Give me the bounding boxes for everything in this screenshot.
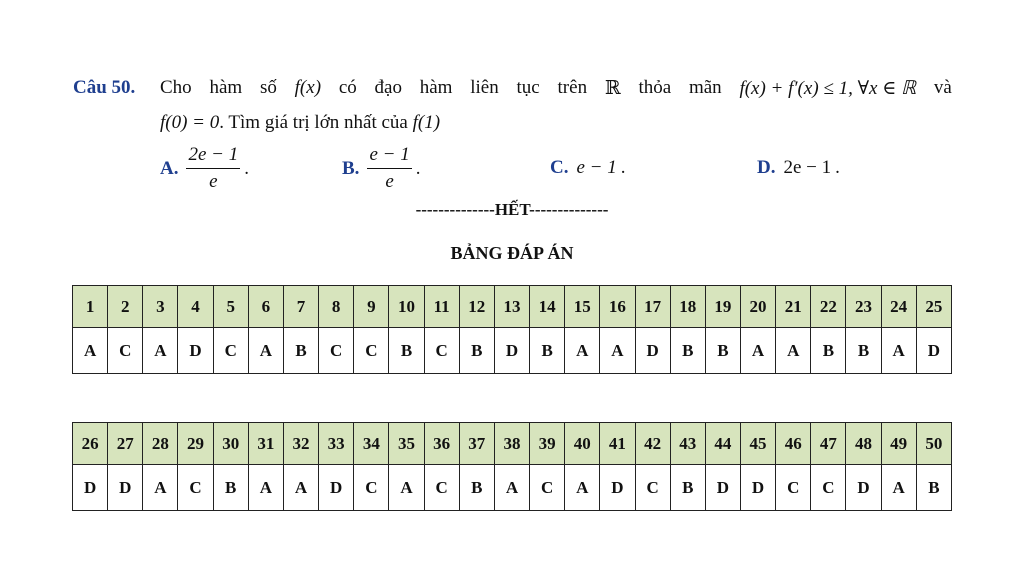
answer-row <box>73 328 952 374</box>
question-text: . Tìm giá trị lớn nhất của <box>219 112 413 133</box>
question-number-cell: 17 <box>635 286 670 328</box>
answer-cell: B <box>389 328 424 374</box>
answer-cell: B <box>916 465 951 511</box>
option-text: 2e − 1 <box>783 157 832 178</box>
question-number-cell: 33 <box>319 423 354 465</box>
question-number-cell: 13 <box>494 286 529 328</box>
answer-table-2 <box>72 422 952 511</box>
answer-table-title: BẢNG ĐÁP ÁN <box>450 243 574 263</box>
question-line-2 <box>160 112 440 134</box>
answer-cell: A <box>143 465 178 511</box>
question-number-cell: 47 <box>811 423 846 465</box>
answer-cell: D <box>705 465 740 511</box>
answer-cell: D <box>740 465 775 511</box>
option-d <box>757 157 840 179</box>
math-fx: f(x) <box>294 77 322 98</box>
answer-cell: A <box>248 328 283 374</box>
answer-cell: A <box>740 328 775 374</box>
question-number-cell: 7 <box>283 286 318 328</box>
answer-cell: C <box>319 328 354 374</box>
answer-cell: A <box>73 328 108 374</box>
question-label: Câu 50. <box>73 77 136 98</box>
word: hàm <box>419 77 453 98</box>
math-condition: f(x) + f′(x) ≤ 1, ∀x ∈ ℝ <box>739 78 917 99</box>
option-a <box>160 144 249 193</box>
answer-cell: D <box>319 465 354 511</box>
answer-cell: A <box>565 328 600 374</box>
answer-cell: C <box>424 328 459 374</box>
option-letter: A. <box>160 157 179 179</box>
question-number-cell: 11 <box>424 286 459 328</box>
option-letter: B. <box>342 157 360 179</box>
answer-cell: D <box>494 328 529 374</box>
word: và <box>933 77 952 98</box>
math-f1: f(1) <box>412 112 441 133</box>
word: có <box>338 77 357 98</box>
question-number-cell: 9 <box>354 286 389 328</box>
answer-cell: A <box>389 465 424 511</box>
option-b <box>342 144 420 193</box>
word: liên <box>470 77 499 98</box>
answer-cell: A <box>565 465 600 511</box>
answer-cell: C <box>213 328 248 374</box>
question-number-cell: 22 <box>811 286 846 328</box>
answer-cell: C <box>811 465 846 511</box>
question-number-cell: 12 <box>459 286 494 328</box>
answer-cell: C <box>178 465 213 511</box>
question-number-row <box>73 423 952 465</box>
answer-cell: B <box>459 328 494 374</box>
answer-cell: D <box>635 328 670 374</box>
question-number-row <box>73 286 952 328</box>
question-number-cell: 40 <box>565 423 600 465</box>
question-number-cell: 4 <box>178 286 213 328</box>
question-number-cell: 14 <box>530 286 565 328</box>
answer-cell: A <box>881 328 916 374</box>
question-number-cell: 15 <box>565 286 600 328</box>
question-number-cell: 34 <box>354 423 389 465</box>
answer-cell: B <box>530 328 565 374</box>
answer-cell: B <box>213 465 248 511</box>
question-number-cell: 10 <box>389 286 424 328</box>
option-suffix: . <box>835 157 840 178</box>
question-number-cell: 35 <box>389 423 424 465</box>
answer-cell: B <box>459 465 494 511</box>
question-number-cell: 44 <box>705 423 740 465</box>
answer-cell: B <box>811 328 846 374</box>
question-number-cell: 23 <box>846 286 881 328</box>
question-number-cell: 5 <box>213 286 248 328</box>
answer-cell: C <box>776 465 811 511</box>
question-number-cell: 24 <box>881 286 916 328</box>
answer-cell: B <box>670 465 705 511</box>
question-number-cell: 31 <box>248 423 283 465</box>
answer-cell: A <box>248 465 283 511</box>
answer-table-1 <box>72 285 952 374</box>
question-number-cell: 43 <box>670 423 705 465</box>
word: hàm <box>209 77 243 98</box>
question-number-cell: 20 <box>740 286 775 328</box>
answer-cell: D <box>600 465 635 511</box>
answer-cell: A <box>283 465 318 511</box>
option-letter: C. <box>550 157 569 178</box>
question-number-cell: 49 <box>881 423 916 465</box>
option-suffix: . <box>244 157 249 179</box>
fraction-numerator: e − 1 <box>367 144 411 169</box>
answer-cell: C <box>635 465 670 511</box>
answer-cell: B <box>283 328 318 374</box>
question-number-cell: 16 <box>600 286 635 328</box>
answer-cell: D <box>178 328 213 374</box>
option-letter: D. <box>757 157 776 178</box>
answer-cell: A <box>143 328 178 374</box>
question-number-cell: 19 <box>705 286 740 328</box>
answer-cell: A <box>600 328 635 374</box>
answer-cell: D <box>73 465 108 511</box>
option-fraction <box>186 144 240 193</box>
word: thỏa <box>638 77 672 98</box>
answer-cell: B <box>670 328 705 374</box>
math-real-set: ℝ <box>604 78 621 99</box>
question-number-cell: 42 <box>635 423 670 465</box>
word: mãn <box>688 77 722 98</box>
answer-cell: A <box>494 465 529 511</box>
question-number-cell: 6 <box>248 286 283 328</box>
question-number-cell: 36 <box>424 423 459 465</box>
question-number-cell: 48 <box>846 423 881 465</box>
question-number-cell: 18 <box>670 286 705 328</box>
question-number-cell: 2 <box>108 286 143 328</box>
answer-row <box>73 465 952 511</box>
fraction-denominator: e <box>385 171 394 192</box>
answer-cell: D <box>108 465 143 511</box>
question-number-cell: 29 <box>178 423 213 465</box>
fraction-denominator: e <box>209 171 218 192</box>
question-number-cell: 32 <box>283 423 318 465</box>
answer-cell: B <box>705 328 740 374</box>
question-number-cell: 30 <box>213 423 248 465</box>
word: tục <box>516 77 540 98</box>
question-number-cell: 37 <box>459 423 494 465</box>
question-number-cell: 8 <box>319 286 354 328</box>
question-number-cell: 45 <box>740 423 775 465</box>
answer-cell: A <box>881 465 916 511</box>
answer-cell: C <box>354 328 389 374</box>
answer-cell: D <box>916 328 951 374</box>
answer-cell: C <box>530 465 565 511</box>
answer-cell: C <box>424 465 459 511</box>
question-number-cell: 26 <box>73 423 108 465</box>
question-line-1 <box>160 77 952 100</box>
question-number-cell: 38 <box>494 423 529 465</box>
option-fraction <box>367 144 411 193</box>
word: đạo <box>374 77 402 98</box>
question-number-cell: 25 <box>916 286 951 328</box>
question-number-cell: 27 <box>108 423 143 465</box>
word: Cho <box>160 77 192 98</box>
question-number-cell: 50 <box>916 423 951 465</box>
question-number-cell: 41 <box>600 423 635 465</box>
question-number-cell: 21 <box>776 286 811 328</box>
answer-cell: C <box>108 328 143 374</box>
word: trên <box>557 77 588 98</box>
option-suffix: . <box>415 157 421 179</box>
answer-cell: D <box>846 465 881 511</box>
question-number-cell: 39 <box>530 423 565 465</box>
option-c <box>550 157 626 179</box>
question-number-cell: 3 <box>143 286 178 328</box>
answer-cell: B <box>846 328 881 374</box>
option-text: e − 1 <box>576 157 617 178</box>
question-number-cell: 1 <box>73 286 108 328</box>
math-f0: f(0) = 0 <box>160 112 220 133</box>
question-number-cell: 46 <box>776 423 811 465</box>
answer-cell: C <box>354 465 389 511</box>
word: số <box>259 77 277 98</box>
question-number-cell: 28 <box>143 423 178 465</box>
option-suffix: . <box>620 157 626 178</box>
end-marker: --------------HẾT-------------- <box>415 200 609 219</box>
fraction-numerator: 2e − 1 <box>186 144 240 169</box>
answer-cell: A <box>776 328 811 374</box>
